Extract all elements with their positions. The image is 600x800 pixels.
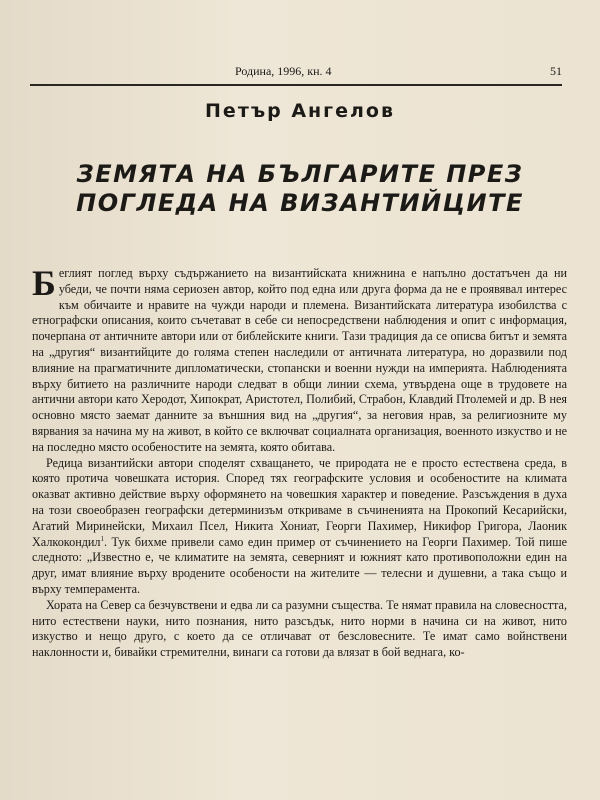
paragraph-2 xyxy=(32,456,567,598)
paragraph-2-text-cont: . Тук бихме привели само един пример от съчинението на Георги Пахимер. Той пише следното: „Известно е, че климатите на земята, северният и южният като противоположни един на друг, имат влияние върху вродените особености на жителите — телесни и душевни, а така също и върху темперамента. xyxy=(32,534,567,596)
header-rule xyxy=(30,84,562,86)
paragraph-1 xyxy=(32,263,567,456)
article-body xyxy=(32,263,567,661)
author-name: Петър Ангелов xyxy=(205,100,395,122)
journal-citation: Родина, 1996, кн. 4 xyxy=(235,64,332,78)
article-title: ЗЕМЯТА НА БЪЛГАРИТЕ ПРЕЗ ПОГЛЕДА НА ВИЗАНТИЙЦИТЕ xyxy=(76,160,524,217)
drop-cap: Б xyxy=(32,263,56,303)
paragraph-3 xyxy=(32,598,567,661)
paragraph-3-text: Хората на Север са безчувствени и едва ли са разумни същества. Те нямат правила на словесността, нито естествени науки, нито познания, нито разсъдък, нито норми в начина си на живот, нито изкуство и нещо друго, с което да се отличават от безсловесните. Те имат само войнствени наклонности и, бивайки стремителни, винаги са готови да влязат в бой веднага, ко- xyxy=(32,597,567,660)
page-number: 51 xyxy=(550,64,562,78)
footnote-ref[interactable]: 1 xyxy=(100,534,105,543)
paragraph-1-text: еглият поглед върху съдържанието на византийската книжнина е напълно достатъчен да ни убеди, че почти няма сериозен автор, който под една или друга форма да не е проявявал интерес към обичаите и нравите на чужди народи и племена. Византийската литература изобилства с етнографски описания, които съчетават в себе си непосредствени наблюдения и опит с информация, почерпана от античните автори или от библейските книги. Тази традиция да се описва битът и земята на „другия“ византийците до голяма степен наследили от античната литература, но доразвили под влияние на прагматичните дипломатически, стопански и военни нужди на империята. Наблюденията върху битието на различните народи следват в общи линии схема, утвърдена още в трудовете на антични автори като Херодот, Хипократ, Аристотел, Полибий, Страбон, Клавдий Птолемей и др. В нея основно място заемат данните за външния вид на „другия“, за неговия нрав, за религиозните му вярвания за начина му на живот, в който се включват социалната организация, военното изкуство и не на последно място особеностите на земята, която обитава. xyxy=(32,266,567,454)
running-header xyxy=(30,60,562,82)
paragraph-2-text: Редица византийски автори споделят схващането, че природата не е просто естествена среда, в която протича човешката история. Според тях географските условия и особеностите на климата оказват активно действие върху оформянето на човешкия характер и поведение. Разсъждения в духа на този своеобразен географски детерминизъм откриваме в съчиненията на Прокопий Кесарийски, Агатий Миринейски, Михаил Псел, Никита Хониат, Георги Пахимер, Никифор Григора, Лаоник Халкокондил xyxy=(32,455,567,549)
